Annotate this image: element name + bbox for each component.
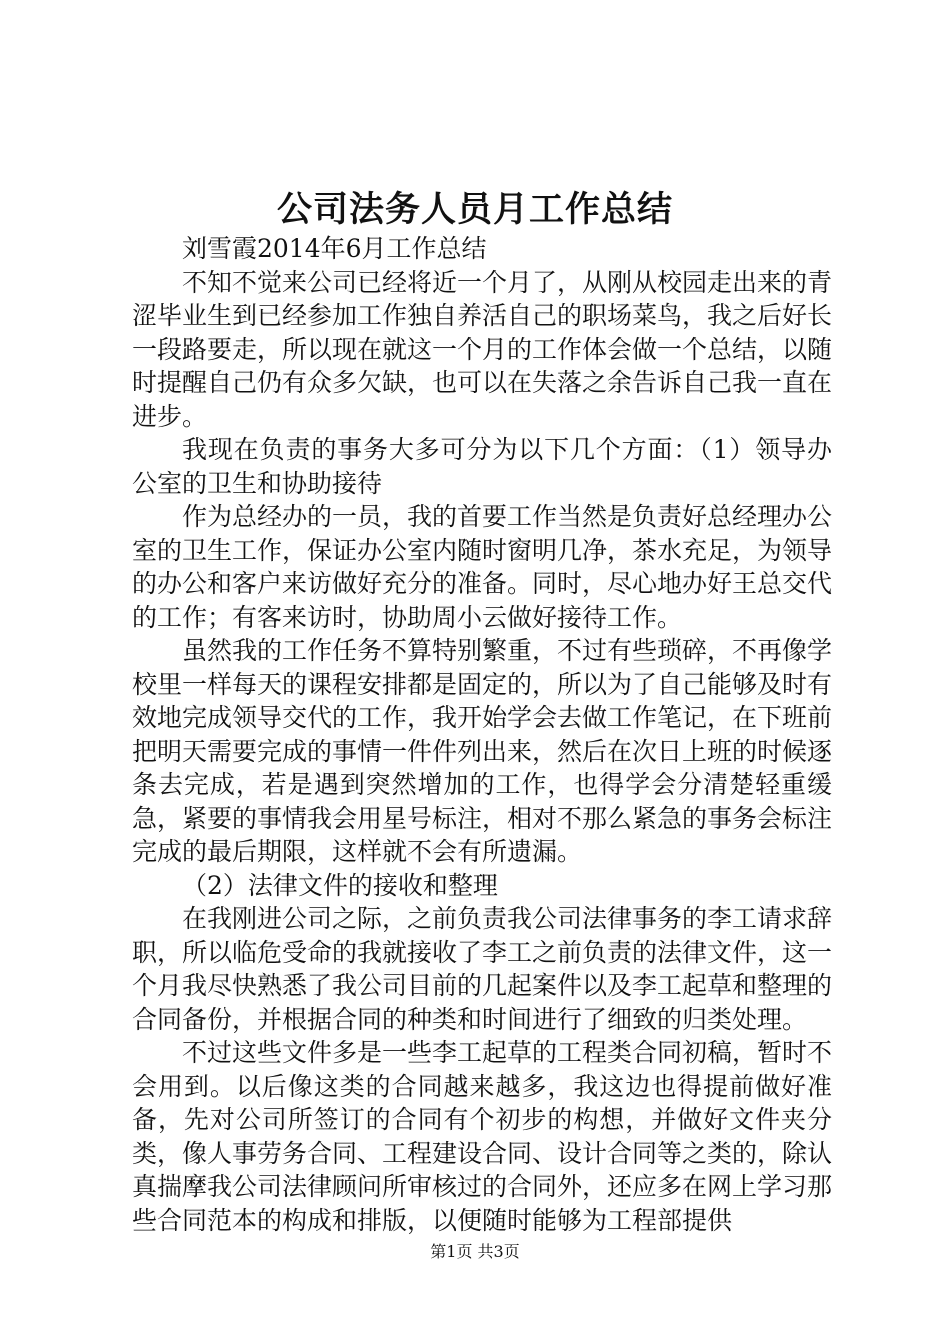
document-body <box>132 232 832 1237</box>
paragraph: 在我刚进公司之际，之前负责我公司法律事务的李工请求辞职，所以临危受命的我就接收了李工之前负责的法律文件，这一个月我尽快熟悉了我公司目前的几起案件以及李工起草和整理的合同备份，并根据合同的种类和时间进行了细致的归类处理。 <box>132 904 833 1034</box>
document-title: 公司法务人员月工作总结 <box>276 190 673 230</box>
paragraph: （2）法律文件的接收和整理 <box>182 870 498 900</box>
paragraph: 刘雪霞2014年6月工作总结 <box>182 234 487 263</box>
paragraph: 不知不觉来公司已经将近一个月了，从刚从校园走出来的青涩毕业生到已经参加工作独自养活自己的职场菜鸟，我之后好长一段路要走，所以现在就这一个月的工作体会做一个总结，以随时提醒自己仍有众多欠缺，也可以在失落之余告诉自己我一直在进步。 <box>132 267 833 431</box>
page-footer: 第1页 共3页 <box>430 1242 520 1261</box>
paragraph: 作为总经办的一员，我的首要工作当然是负责好总经理办公室的卫生工作，保证办公室内随时窗明几净，茶水充足，为领导的办公和客户来访做好充分的准备。同时，尽心地办好王总交代的工作；有客来访时，协助周小云做好接待工作。 <box>132 502 833 632</box>
paragraph: 虽然我的工作任务不算特别繁重，不过有些琐碎，不再像学校里一样每天的课程安排都是固定的，所以为了自己能够及时有效地完成领导交代的工作，我开始学会去做工作笔记，在下班前把明天需要完成的事情一件件列出来，然后在次日上班的时候逐条去完成，若是遇到突然增加的工作，也得学会分清楚轻重缓急，紧要的事情我会用星号标注，相对不那么紧急的事务会标注完成的最后期限，这样就不会有所遗漏。 <box>132 636 833 866</box>
paragraph: 我现在负责的事务大多可分为以下几个方面：（1）领导办公室的卫生和协助接待 <box>132 435 832 498</box>
paragraph: 不过这些文件多是一些李工起草的工程类合同初稿，暂时不会用到。以后像这类的合同越来越多，我这边也得提前做好准备，先对公司所签订的合同有个初步的构想，并做好文件夹分类，像人事劳务合同、工程建设合同、设计合同等之类的，除认真揣摩我公司法律顾问所审核过的合同外，还应多在网上学习那些合同范本的构成和排版，以便随时能够为工程部提供 <box>132 1038 833 1235</box>
